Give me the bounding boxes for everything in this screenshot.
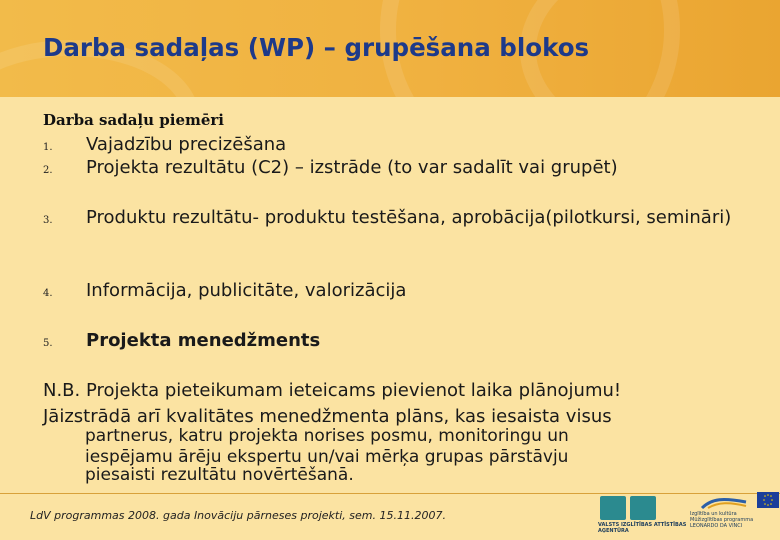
slide-title: Darba sadaļas (WP) – grupēšana blokos [43, 33, 590, 62]
list-text: Projekta menedžments [86, 330, 321, 351]
list-number: 3. [43, 215, 53, 226]
note-line: iespējamu ārēju ekspertu un/vai mērķa grupas pārstāvju [85, 447, 569, 467]
note-line: partnerus, katru projekta norises posmu, monitoringu un [85, 426, 569, 446]
list-number: 2. [43, 165, 53, 176]
viaa-logo [598, 492, 688, 538]
viaa-logo-mark [630, 496, 656, 520]
footer-text: LdV programmas 2008. gada Inovāciju pārneses projekti, sem. 15.11.2007. [30, 509, 446, 522]
header-banner [0, 0, 780, 97]
lifelong-learning-icon [700, 496, 748, 510]
list-number: 1. [43, 142, 53, 153]
list-text: Produktu rezultātu- produktu testēšana, aprobācija(pilotkursi, semināri) [86, 207, 732, 228]
viaa-logo-mark [600, 496, 626, 520]
lifelong-learning-text: Izglītība un kultūra Mūžizglītības programma LEONARDO DA VINCI [690, 511, 754, 529]
note-line: N.B. Projekta pieteikumam ieteicams pievienot laika plānojumu! [43, 380, 622, 401]
list-text: Informācija, publicitāte, valorizācija [86, 280, 407, 301]
list-text: Vajadzību precizēšana [86, 134, 287, 155]
subheading: Darba sadaļu piemēri [43, 111, 225, 129]
viaa-logo-text: VALSTS IZGLĪTĪBAS ATTĪSTĪBAS AĢENTŪRA [598, 522, 687, 534]
note-line: piesaisti rezultātu novērtēšanā. [85, 465, 354, 485]
note-line: Jāizstrādā arī kvalitātes menedžmenta plāns, kas iesaista visus [43, 406, 612, 427]
list-number: 4. [43, 288, 53, 299]
eu-flag-icon [757, 492, 779, 508]
list-text: Projekta rezultātu (C2) – izstrāde (to var sadalīt vai grupēt) [86, 157, 618, 178]
list-number: 5. [43, 338, 53, 349]
